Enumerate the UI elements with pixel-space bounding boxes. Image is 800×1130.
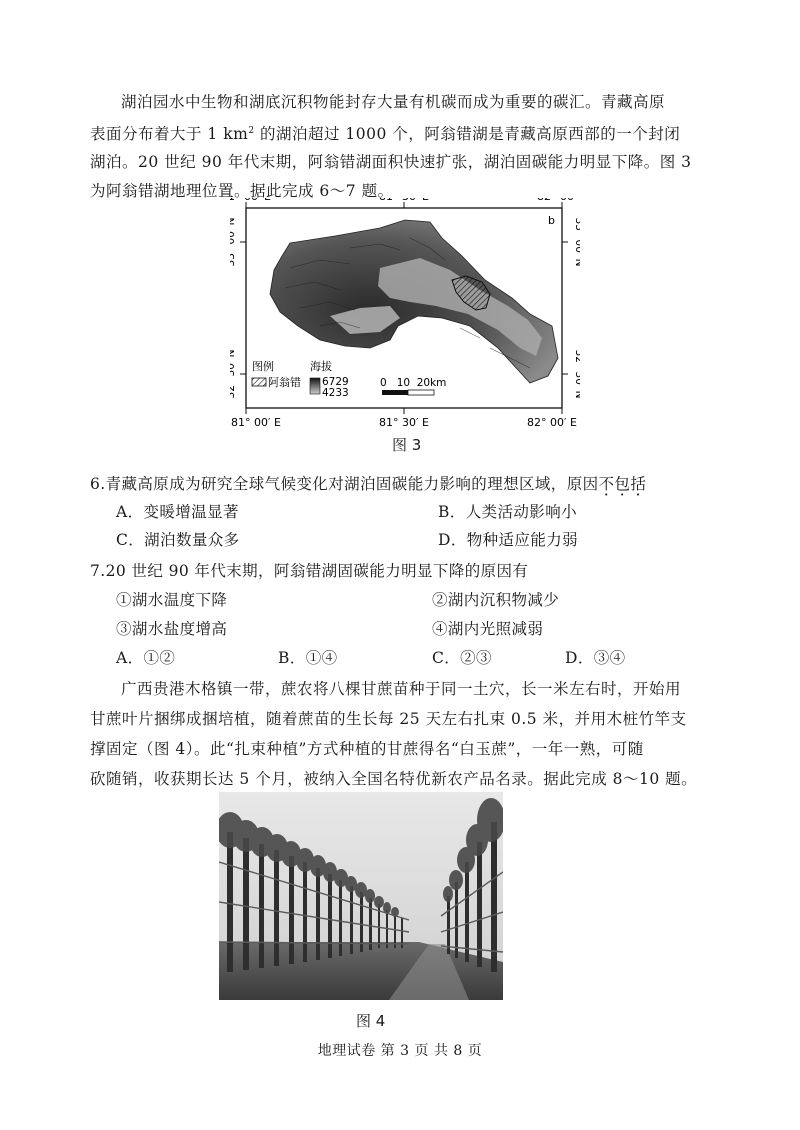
- intro2-line4: 砍随销，收获期长达 5 个月，被纳入全国名特优新农产品名录。据此完成 8～10 题。: [90, 770, 698, 788]
- q6-option-a: A．变暖增温显著: [116, 503, 239, 521]
- lake-location-map: [230, 198, 580, 428]
- elevation-title: 海拔: [310, 360, 332, 373]
- question-7-stem: 7.20 世纪 90 年代末期，阿翁错湖固碳能力明显下降的原因有: [90, 562, 529, 580]
- q7-option-b: B．①④: [278, 649, 338, 667]
- intro1-line2: [90, 117, 730, 149]
- photo-svg: [219, 792, 503, 1000]
- map-top-label-1: [230, 198, 271, 203]
- scale-bar-white: [408, 390, 434, 395]
- q7-statement-1: ①湖水温度下降: [116, 591, 228, 609]
- sugarcane-field-photo: [219, 792, 503, 1000]
- elevation-high: 6729: [322, 376, 349, 388]
- map-top-label-3: [537, 198, 580, 203]
- map-panel-letter: b: [548, 214, 555, 227]
- q6-emph-char-2: 包: [614, 475, 631, 493]
- legend-hatch-swatch: [252, 378, 266, 386]
- q7-option-a: A．①②: [116, 649, 176, 667]
- map-right-label-2: 32° 30′: [573, 349, 580, 388]
- intro1-line1: 湖泊园水中生物和湖底沉积物能封存大量有机碳而成为重要的碳汇。青藏高原: [121, 93, 666, 111]
- q6-stem-text: 6.青藏高原成为研究全球气候变化对湖泊固碳能力影响的理想区域，原因: [90, 475, 599, 493]
- intro-paragraph-2: [90, 674, 730, 794]
- legend-title: 图例: [252, 360, 274, 373]
- map-right-label-1: 33° 00′: [573, 217, 580, 256]
- question-6-stem: [90, 474, 740, 494]
- scale-text: 0 10 20km: [380, 377, 447, 389]
- q6-option-c: C．湖泊数量众多: [116, 531, 240, 549]
- map-bottom-label-2: 81° 30′ E: [379, 416, 429, 428]
- map-bottom-label-1: 81° 00′ E: [231, 416, 281, 428]
- map-left-label-2: 32° 30′: [230, 360, 237, 399]
- figure-3-caption: 图 3: [392, 436, 422, 454]
- intro1-superscript: 2: [248, 125, 255, 136]
- intro-paragraph-1: [90, 88, 730, 205]
- elevation-low: 4233: [322, 387, 349, 399]
- map-left-label-1: 33° 00′: [230, 228, 237, 267]
- q6-option-d: D．物种适应能力弱: [438, 531, 579, 549]
- intro1-line4: 为阿翁错湖地理位置。据此完成 6～7 题。: [90, 181, 394, 200]
- intro2-line1: 广西贵港木格镇一带，蔗农将八棵甘蔗苗种于同一土穴，长一米左右时，开始用: [121, 680, 682, 698]
- intro1-line2-b: 的湖泊超过 1000 个，阿翁错湖是青藏高原西部的一个封闭: [254, 124, 681, 143]
- map-top-label-2: [379, 198, 429, 203]
- q6-emph-char-1: 不: [598, 475, 615, 493]
- q7-statement-3: ③湖水盐度增高: [116, 620, 228, 638]
- intro2-line2: 甘蔗叶片捆绑成捆培植，随着蔗苗的生长每 25 天左右扎束 0.5 米，并用木桩竹竿支: [90, 710, 687, 728]
- q7-statement-2: ②湖内沉积物减少: [432, 591, 560, 609]
- scale-bar-black: [382, 390, 408, 395]
- page-footer: 地理试卷 第 3 页 共 8 页: [317, 1043, 483, 1059]
- intro2-line3: 撑固定（图 4）。此“扎束种植”方式种植的甘蔗得名“白玉蔗”，一年一熟，可随: [90, 740, 644, 758]
- q7-option-c: C．②③: [432, 649, 492, 667]
- map-svg: [230, 198, 580, 428]
- q6-option-b: B．人类活动影响小: [438, 503, 577, 521]
- q7-statement-4: ④湖内光照减弱: [432, 620, 544, 638]
- legend-item: 阿翁错: [268, 376, 301, 389]
- map-bottom-label-3: 82° 00′ E: [527, 416, 577, 428]
- q7-option-d: D．③④: [565, 649, 626, 667]
- q6-emph-char-3: 括: [630, 475, 647, 493]
- figure-4-caption: 图 4: [356, 1012, 386, 1030]
- intro1-line2-a: 表面分布着大于 1 km: [90, 124, 249, 143]
- elevation-swatch: [310, 378, 320, 394]
- intro1-line3: 湖泊。20 世纪 90 年代末期，阿翁错湖面积快速扩张，湖泊固碳能力明显下降。图 3: [90, 153, 692, 172]
